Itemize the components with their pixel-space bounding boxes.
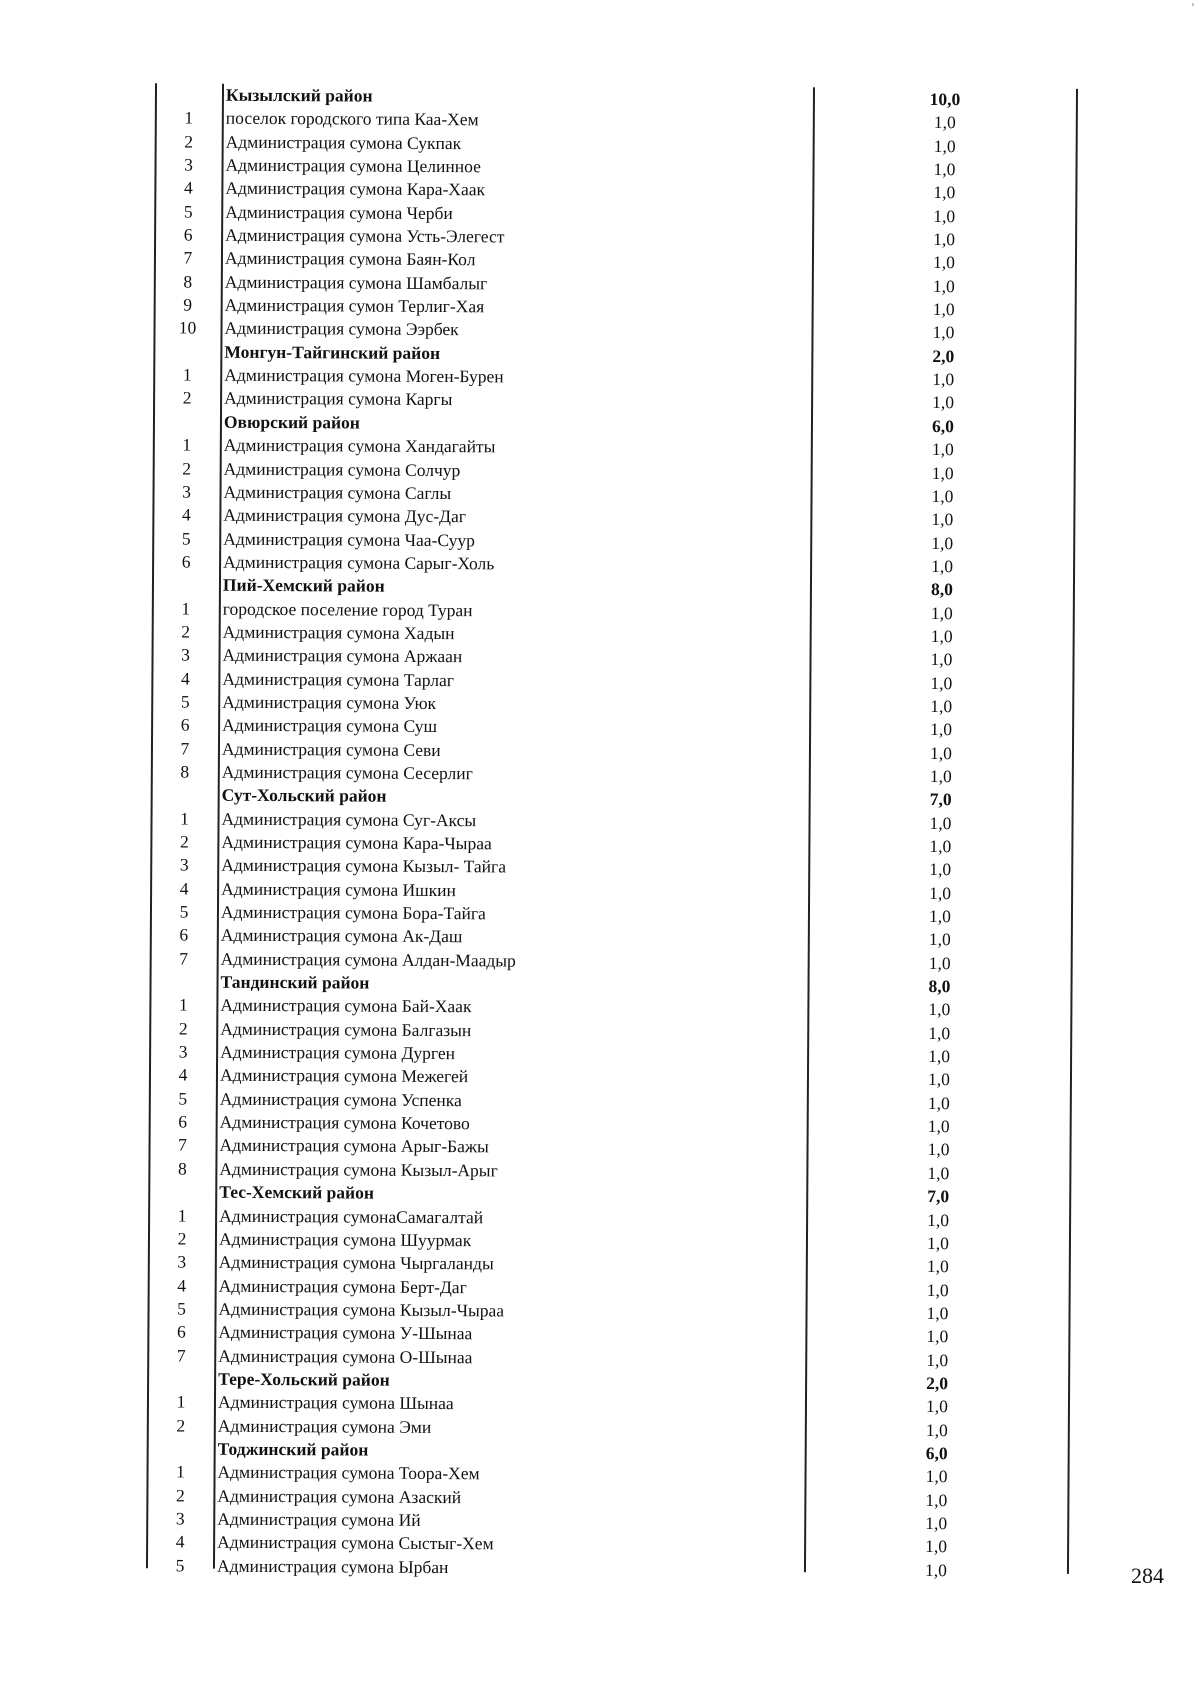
row-number: 1: [153, 1204, 211, 1228]
allocation-value: 1,0: [899, 998, 979, 1022]
row-number: 3: [154, 1040, 212, 1064]
row-number: 3: [151, 1507, 209, 1531]
allocation-value: 1,0: [902, 531, 982, 555]
row-number: 7: [159, 247, 217, 271]
administration-name: Администрация сумона Кара-Чыраа: [221, 831, 492, 856]
allocation-value: 1,0: [900, 928, 980, 952]
administration-name: Администрация сумона Севи: [222, 737, 441, 762]
administration-name: Администрация сумона Шынаа: [218, 1391, 454, 1416]
page-number: 284: [1131, 1563, 1164, 1589]
administration-name: поселок городского типа Каа-Хем: [226, 107, 479, 132]
row-number: 1: [151, 1461, 209, 1485]
administration-name: Администрация сумона О-Шынаа: [218, 1344, 472, 1369]
administration-name: Администрация сумона Сукпак: [226, 130, 462, 155]
row-number: 8: [159, 270, 217, 294]
district-total: 8,0: [899, 975, 979, 999]
allocation-value: 1,0: [898, 1255, 978, 1279]
row-number: 3: [159, 153, 217, 177]
row-number: 1: [157, 597, 215, 621]
administration-name: Администрация сумона Целинное: [225, 154, 481, 179]
administration-name: Администрация сумона Азаский: [217, 1484, 461, 1509]
district-name: Монгун-Тайгинский район: [224, 340, 440, 365]
administration-name: Администрация сумона Хадын: [223, 621, 455, 646]
row-number: 7: [156, 737, 214, 761]
row-number: 8: [153, 1157, 211, 1181]
allocation-value: 1,0: [904, 181, 984, 205]
administration-name: Администрация сумона Берт-Даг: [219, 1274, 467, 1299]
administration-name: Администрация сумона Тоора-Хем: [217, 1461, 479, 1486]
row-number: 2: [151, 1484, 209, 1508]
allocation-value: 1,0: [905, 111, 985, 135]
administration-name: Администрация сумона Дурген: [220, 1041, 455, 1066]
row-number: 3: [156, 644, 214, 668]
row-number: 5: [154, 1087, 212, 1111]
district-total: 6,0: [903, 415, 983, 439]
row-number: 5: [156, 690, 214, 714]
administration-name: городское поселение город Туран: [223, 597, 473, 622]
district-total: 2,0: [897, 1372, 977, 1396]
allocation-value: 1,0: [898, 1138, 978, 1162]
row-number: 7: [155, 947, 213, 971]
administration-name: Администрация сумона Саглы: [223, 481, 451, 506]
administration-name: Администрация сумона Балгазын: [220, 1017, 471, 1042]
allocation-value: 1,0: [902, 508, 982, 532]
district-name: Сут-Хольский район: [222, 784, 387, 808]
district-total: 7,0: [898, 1185, 978, 1209]
row-number: 6: [159, 223, 217, 247]
administration-name: Администрация сумона Шуурмак: [219, 1228, 471, 1253]
row-number: 1: [154, 994, 212, 1018]
allocation-value: 1,0: [904, 228, 984, 252]
allocation-value: 1,0: [897, 1418, 977, 1442]
allocation-value: 1,0: [899, 1022, 979, 1046]
allocation-value: 1,0: [901, 765, 981, 789]
row-number: 5: [157, 527, 215, 551]
administration-name: Администрация сумона Хандагайты: [224, 434, 496, 459]
row-number: 4: [151, 1531, 209, 1555]
administration-name: Администрация сумона Суш: [222, 714, 437, 739]
row-number: 5: [155, 900, 213, 924]
row-number: 4: [154, 1064, 212, 1088]
allocation-value: 1,0: [900, 882, 980, 906]
district-name: Пий-Хемский район: [223, 574, 385, 598]
allocation-value: 1,0: [897, 1395, 977, 1419]
administration-name: Администрация сумона Алдан-Маадыр: [221, 947, 516, 972]
administration-name: Администрация сумона Тарлаг: [222, 667, 454, 692]
administration-name: Администрация сумона Кызыл- Тайга: [221, 854, 506, 879]
allocation-value: 1,0: [897, 1348, 977, 1372]
administration-name: Администрация сумона Сыстыг-Хем: [217, 1531, 494, 1556]
row-number: 6: [152, 1321, 210, 1345]
allocation-value: 1,0: [901, 671, 981, 695]
administration-name: Администрация сумона Моген-Бурен: [224, 364, 504, 389]
allocation-value: 1,0: [902, 555, 982, 579]
row-number: 2: [154, 1017, 212, 1041]
row-number: 2: [153, 1227, 211, 1251]
district-total: 10,0: [905, 88, 985, 112]
district-total: 2,0: [903, 345, 983, 369]
row-number: 4: [155, 877, 213, 901]
allocation-value: 1,0: [904, 158, 984, 182]
row-number: 6: [155, 924, 213, 948]
allocation-value: 1,0: [903, 391, 983, 415]
administration-name: Администрация сумона Кызыл-Чыраа: [218, 1298, 504, 1323]
administration-name: Администрация сумона Кара-Хаак: [225, 177, 485, 202]
row-number: 4: [156, 667, 214, 691]
district-name: Тере-Хольский район: [218, 1368, 390, 1392]
allocation-value: 1,0: [903, 321, 983, 345]
allocation-value: 1,0: [903, 438, 983, 462]
district-name: Тоджинский район: [218, 1438, 369, 1462]
administration-name: Администрация сумона Шамбалыг: [225, 270, 488, 295]
allocation-value: 1,0: [899, 1068, 979, 1092]
administration-name: Администрация сумона Каргы: [224, 387, 452, 412]
administration-name: Администрация сумона Дус-Даг: [223, 504, 466, 529]
administration-name: Администрация сумона Ишкин: [221, 877, 456, 902]
row-number: 6: [157, 550, 215, 574]
row-number: 9: [159, 293, 217, 317]
allocation-value: 1,0: [904, 205, 984, 229]
row-number: 6: [154, 1110, 212, 1134]
row-number: 2: [158, 387, 216, 411]
administration-name: Администрация сумона Эми: [218, 1414, 432, 1439]
administration-name: Администрация сумона Кызыл-Арыг: [219, 1158, 498, 1183]
allocation-value: 1,0: [905, 135, 985, 159]
row-number: 3: [155, 854, 213, 878]
row-number: 10: [158, 317, 216, 341]
administration-name: Администрация сумона Ээрбек: [224, 317, 458, 342]
row-number: 5: [152, 1297, 210, 1321]
administration-name: Администрация сумона Сесерлиг: [222, 761, 473, 786]
administration-name: Администрация сумона У-Шынаа: [218, 1321, 472, 1346]
allocation-value: 1,0: [901, 695, 981, 719]
allocation-table: [0, 82, 1200, 1583]
allocation-value: 1,0: [899, 1115, 979, 1139]
allocation-value: 1,0: [900, 858, 980, 882]
row-number: 2: [155, 830, 213, 854]
row-number: 2: [157, 620, 215, 644]
allocation-value: 1,0: [898, 1232, 978, 1256]
row-number: 1: [160, 107, 218, 131]
administration-name: Администрация сумона Кочетово: [220, 1111, 470, 1136]
row-number: 4: [159, 177, 217, 201]
row-number: 4: [157, 503, 215, 527]
allocation-value: 1,0: [898, 1162, 978, 1186]
administration-name: Администрация сумона Арыг-Бажы: [219, 1134, 488, 1159]
allocation-value: 1,0: [902, 625, 982, 649]
allocation-value: 1,0: [897, 1325, 977, 1349]
administration-name: Администрация сумона Аржаан: [222, 644, 462, 669]
administration-name: Администрация сумона Ий: [217, 1508, 421, 1533]
scan-mark: ': [1192, 0, 1194, 15]
row-number: 8: [156, 760, 214, 784]
row-number: 1: [152, 1391, 210, 1415]
row-number: 3: [153, 1250, 211, 1274]
district-name: Овюрский район: [224, 411, 360, 435]
allocation-value: 1,0: [904, 275, 984, 299]
allocation-value: 1,0: [897, 1302, 977, 1326]
row-number: 7: [152, 1344, 210, 1368]
allocation-value: 1,0: [896, 1465, 976, 1489]
district-name: Кызылский район: [226, 84, 373, 108]
administration-name: Администрация сумона Черби: [225, 200, 453, 225]
district-name: Тес-Хемский район: [219, 1181, 374, 1205]
allocation-value: 1,0: [898, 1278, 978, 1302]
administration-name: Администрация сумона Межегей: [220, 1064, 468, 1089]
allocation-value: 1,0: [896, 1488, 976, 1512]
row-number: 5: [151, 1554, 209, 1578]
district-total: 6,0: [897, 1442, 977, 1466]
administration-name: Администрация сумона Солчур: [224, 457, 461, 482]
row-number: 2: [158, 457, 216, 481]
allocation-value: 1,0: [902, 485, 982, 509]
allocation-value: 1,0: [903, 368, 983, 392]
administration-name: Администрация сумона Успенка: [220, 1087, 462, 1112]
administration-name: Администрация сумонаСамагалтай: [219, 1204, 483, 1229]
allocation-value: 1,0: [902, 601, 982, 625]
administration-name: Администрация сумона Бай-Хаак: [220, 994, 471, 1019]
allocation-value: 1,0: [900, 812, 980, 836]
district-name: Тандинский район: [220, 971, 369, 995]
administration-name: Администрация сумона Баян-Кол: [225, 247, 476, 272]
allocation-value: 1,0: [899, 1045, 979, 1069]
administration-name: Администрация сумона Уюк: [222, 691, 436, 716]
allocation-value: 1,0: [903, 461, 983, 485]
administration-name: Администрация сумона Сарыг-Холь: [223, 551, 494, 576]
administration-name: Администрация сумона Ырбан: [217, 1554, 449, 1579]
allocation-value: 1,0: [899, 1092, 979, 1116]
row-number: 1: [155, 807, 213, 831]
allocation-value: 1,0: [901, 648, 981, 672]
allocation-value: 1,0: [900, 952, 980, 976]
administration-name: Администрация сумона Суг-Аксы: [221, 807, 476, 832]
allocation-value: 1,0: [904, 298, 984, 322]
allocation-value: 1,0: [901, 741, 981, 765]
allocation-value: 1,0: [900, 905, 980, 929]
row-number: 3: [157, 480, 215, 504]
district-total: 8,0: [902, 578, 982, 602]
administration-name: Администрация сумон Терлиг-Хая: [225, 294, 485, 319]
allocation-value: 1,0: [901, 718, 981, 742]
row-number: 6: [156, 714, 214, 738]
administration-name: Администрация сумона Чыргаланды: [219, 1251, 494, 1276]
row-number: 2: [152, 1414, 210, 1438]
allocation-value: 1,0: [896, 1558, 976, 1582]
district-total: 7,0: [901, 788, 981, 812]
administration-name: Администрация сумона Ак-Даш: [221, 924, 463, 949]
allocation-value: 1,0: [898, 1208, 978, 1232]
row-number: 2: [160, 130, 218, 154]
allocation-value: 1,0: [896, 1535, 976, 1559]
row-number: 4: [153, 1274, 211, 1298]
allocation-value: 1,0: [900, 835, 980, 859]
row-number: 1: [158, 433, 216, 457]
row-number: 7: [153, 1134, 211, 1158]
administration-name: Администрация сумона Усть-Элегест: [225, 224, 504, 249]
row-number: 5: [159, 200, 217, 224]
allocation-value: 1,0: [904, 251, 984, 275]
administration-name: Администрация сумона Бора-Тайга: [221, 901, 486, 926]
row-number: 1: [158, 363, 216, 387]
administration-name: Администрация сумона Чаа-Суур: [223, 527, 475, 552]
allocation-value: 1,0: [896, 1512, 976, 1536]
